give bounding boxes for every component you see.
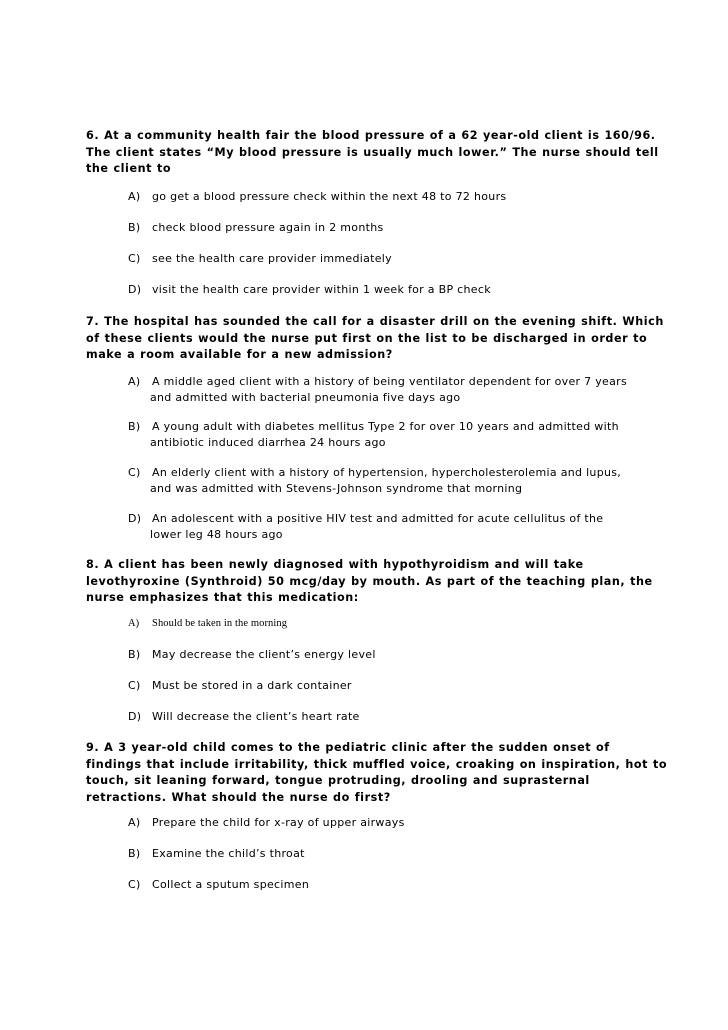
stem-line: retractions. What should the nurse do first? bbox=[86, 790, 391, 804]
option-text: check blood pressure again in 2 months bbox=[152, 221, 384, 234]
stem-line: nurse emphasizes that this medication: bbox=[86, 591, 359, 604]
option-letter: A) bbox=[128, 618, 140, 629]
option-text: An adolescent with a positive HIV test and admitted for acute cellulitus of the bbox=[152, 512, 604, 525]
question-8-stem bbox=[86, 557, 653, 607]
option-text: go get a blood pressure check within the next 48 to 72 hours bbox=[152, 190, 507, 203]
question-6-option-b bbox=[128, 220, 648, 236]
option-letter: C) bbox=[128, 878, 141, 891]
option-letter: D) bbox=[128, 512, 142, 525]
stem-line: levothyroxine (Synthroid) 50 mcg/day by mouth. As part of the teaching plan, the bbox=[86, 574, 653, 588]
stem-line: 8. A client has been newly diagnosed with hypothyroidism and will take bbox=[86, 558, 584, 571]
option-letter: A) bbox=[128, 375, 141, 388]
question-7-option-b bbox=[128, 419, 648, 451]
question-7-option-c bbox=[128, 465, 648, 497]
option-text-continued: antibiotic induced diarrhea 24 hours ago bbox=[150, 436, 386, 449]
stem-line: 9. A 3 year-old child comes to the pediatric clinic after the sudden onset of bbox=[86, 741, 610, 754]
option-letter: B) bbox=[128, 221, 141, 234]
question-9-option-c bbox=[128, 877, 648, 893]
option-letter: D) bbox=[128, 283, 142, 296]
stem-line: touch, sit leaning forward, tongue protruding, drooling and suprasternal bbox=[86, 774, 590, 787]
question-7-option-d bbox=[128, 511, 648, 543]
question-8-option-b bbox=[128, 647, 648, 663]
question-6-stem bbox=[86, 128, 659, 178]
option-text: visit the health care provider within 1 week for a BP check bbox=[152, 283, 491, 296]
stem-line: findings that include irritability, thick muffled voice, croaking on inspiration, hot to bbox=[86, 757, 668, 771]
option-text: A young adult with diabetes mellitus Type 2 for over 10 years and admitted with bbox=[152, 420, 619, 433]
option-text: Prepare the child for x-ray of upper airways bbox=[152, 816, 405, 829]
option-text: Will decrease the client’s heart rate bbox=[152, 710, 360, 723]
option-letter: C) bbox=[128, 252, 141, 265]
option-text: Should be taken in the morning bbox=[152, 618, 288, 629]
question-9-option-a bbox=[128, 815, 648, 831]
stem-line: The client states “My blood pressure is usually much lower.” The nurse should tell bbox=[86, 145, 659, 159]
stem-line: the client to bbox=[86, 162, 172, 175]
option-letter: C) bbox=[128, 679, 141, 692]
option-text: An elderly client with a history of hypertension, hypercholesterolemia and lupus, bbox=[152, 466, 622, 479]
option-text-continued: and was admitted with Stevens-Johnson syndrome that morning bbox=[150, 482, 523, 495]
stem-line: 6. At a community health fair the blood pressure of a 62 year-old client is 160/96. bbox=[86, 129, 656, 142]
option-text: Must be stored in a dark container bbox=[152, 679, 352, 692]
question-8-option-c bbox=[128, 678, 648, 694]
option-letter: C) bbox=[128, 466, 141, 479]
option-text-continued: lower leg 48 hours ago bbox=[150, 528, 283, 541]
stem-line: 7. The hospital has sounded the call for a disaster drill on the evening shift. Which bbox=[86, 315, 664, 328]
option-letter: B) bbox=[128, 847, 141, 860]
option-text: May decrease the client’s energy level bbox=[152, 648, 376, 661]
question-6-option-c bbox=[128, 251, 648, 267]
option-text-continued: and admitted with bacterial pneumonia five days ago bbox=[150, 391, 461, 404]
option-text: A middle aged client with a history of being ventilator dependent for over 7 years bbox=[152, 375, 628, 388]
option-letter: A) bbox=[128, 816, 141, 829]
stem-line: of these clients would the nurse put first on the list to be discharged in order to bbox=[86, 331, 648, 345]
option-letter: B) bbox=[128, 420, 141, 433]
question-8-option-a bbox=[128, 616, 648, 632]
option-letter: A) bbox=[128, 190, 141, 203]
question-6-option-d bbox=[128, 282, 648, 298]
option-text: Examine the child’s throat bbox=[152, 847, 305, 860]
option-letter: D) bbox=[128, 710, 142, 723]
question-9-option-b bbox=[128, 846, 648, 862]
question-9-stem bbox=[86, 740, 668, 806]
stem-line: make a room available for a new admission? bbox=[86, 348, 393, 361]
question-7-option-a bbox=[128, 374, 648, 406]
question-7-stem bbox=[86, 314, 664, 364]
option-text: Collect a sputum specimen bbox=[152, 878, 310, 891]
option-letter: B) bbox=[128, 648, 141, 661]
question-8-option-d bbox=[128, 709, 648, 725]
question-6-option-a bbox=[128, 189, 648, 205]
option-text: see the health care provider immediately bbox=[152, 252, 392, 265]
